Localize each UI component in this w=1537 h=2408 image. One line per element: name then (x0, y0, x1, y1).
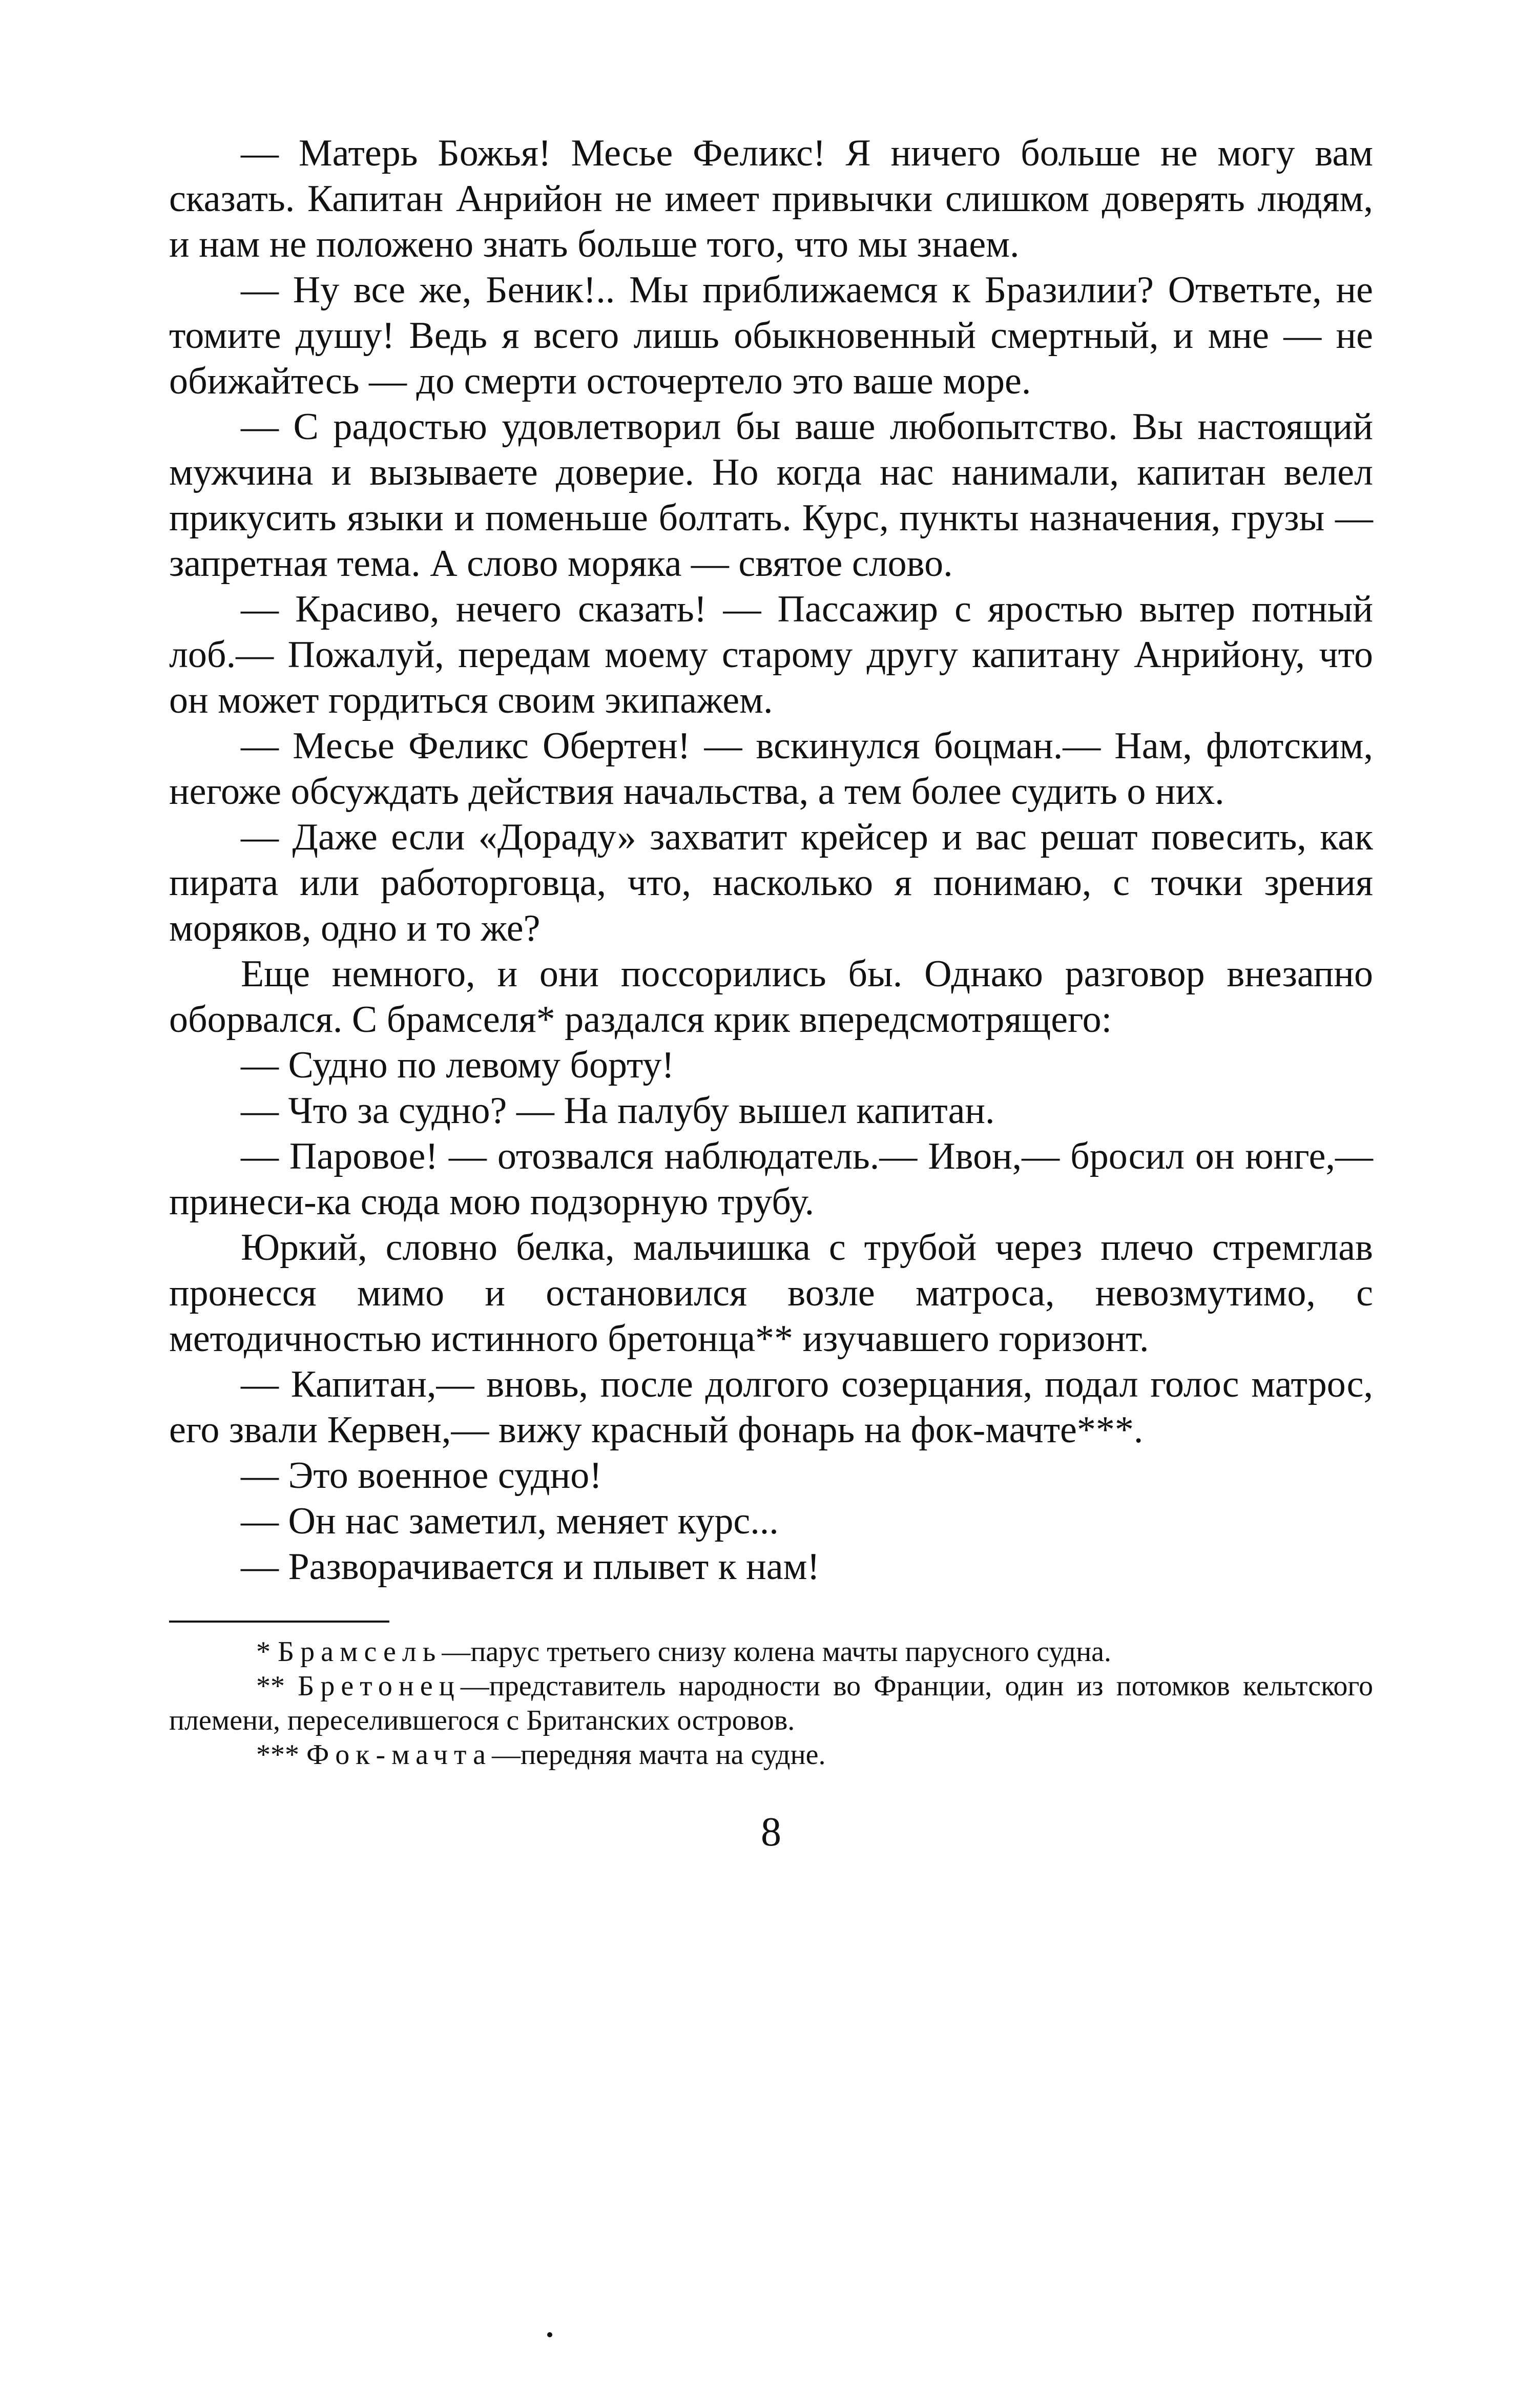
paragraph: Юркий, словно белка, мальчишка с трубой через плечо стремглав пронесся мимо и остановился возле матроса, невозмутимо, с методичностью истинного бретонца** изучавшего горизонт. (169, 1227, 1373, 1360)
paragraph: — Что за судно? — На палубу вышел капитан. (241, 1090, 995, 1132)
page-number: 8 (761, 1810, 781, 1855)
paragraph: — Красиво, нечего сказать! — Пассажир с яростью вытер потный лоб.— Пожалуй, передам моему старому другу капитану Анрийону, что он может гордиться своим экипажем. (169, 588, 1373, 721)
footnote-text: —представитель народности во Франции, один из потомков кельтского племени, переселившегося с Британских островов. (169, 1670, 1373, 1736)
print-speck (547, 2332, 552, 2337)
footnote-mark: * (256, 1636, 271, 1668)
paragraph: — Даже если «Дораду» захватит крейсер и вас решат повесить, как пирата или работорговца, что, насколько я понимаю, с точки зрения моряков, одно и то же? (169, 816, 1373, 949)
footnote-term: Бретонец (298, 1670, 461, 1702)
footnote (169, 1669, 1373, 1738)
footnote-mark: ** (256, 1670, 285, 1702)
paragraph: — Он нас заметил, меняет курс... (241, 1500, 779, 1542)
paragraph: — Это военное судно! (241, 1455, 602, 1497)
paragraph: — Разворачивается и плывет к нам! (241, 1546, 820, 1588)
footnote-term: Брамсель (278, 1636, 442, 1668)
footnote-divider (169, 1621, 389, 1623)
paragraph: Еще немного, и они поссорились бы. Однако разговор внезапно оборвался. С брамселя* раздался крик впередсмотрящего: (169, 953, 1373, 1041)
main-text (169, 131, 1373, 1590)
paragraph: — Ну все же, Беник!.. Мы приближаемся к Бразилии? Ответьте, не томите душу! Ведь я всего лишь обыкновенный смертный, и мне — не обижайтесь — до смерти осточертело это ваше море. (169, 269, 1373, 402)
footnote (169, 1635, 1373, 1669)
paragraph: — Матерь Божья! Месье Феликс! Я ничего больше не могу вам сказать. Капитан Анрийон не имеет привычки слишком доверять людям, и нам не положено знать больше того, что мы знаем. (169, 132, 1373, 265)
paragraph: — Капитан,— вновь, после долгого созерцания, подал голос матрос, его звали Кервен,— вижу красный фонарь на фок-мачте***. (169, 1363, 1373, 1451)
footnote-mark: *** (256, 1739, 299, 1771)
footnote (169, 1738, 1373, 1772)
paragraph: — Судно по левому борту! (241, 1044, 675, 1086)
paragraph: — Паровое! — отозвался наблюдатель.— Ивон,— бросил он юнге,— принеси-ка сюда мою подзорную трубу. (169, 1135, 1373, 1223)
paragraph: — С радостью удовлетворил бы ваше любопытство. Вы настоящий мужчина и вызываете доверие. Но когда нас нанимали, капитан велел прикусить языки и поменьше болтать. Курс, пункты назначения, грузы — запретная тема. А слово моряка — святое слово. (169, 406, 1373, 585)
footnote-term: Фок-мачта (306, 1739, 492, 1771)
footnote-text: —передняя мачта на судне. (491, 1739, 826, 1771)
footnotes (169, 1635, 1373, 1772)
book-page (169, 131, 1373, 1856)
paragraph: — Месье Феликс Обертен! — вскинулся боцман.— Нам, флотским, негоже обсуждать действия начальства, а тем более судить о них. (169, 725, 1373, 813)
footnote-text: —парус третьего снизу колена мачты парусного судна. (442, 1636, 1112, 1668)
